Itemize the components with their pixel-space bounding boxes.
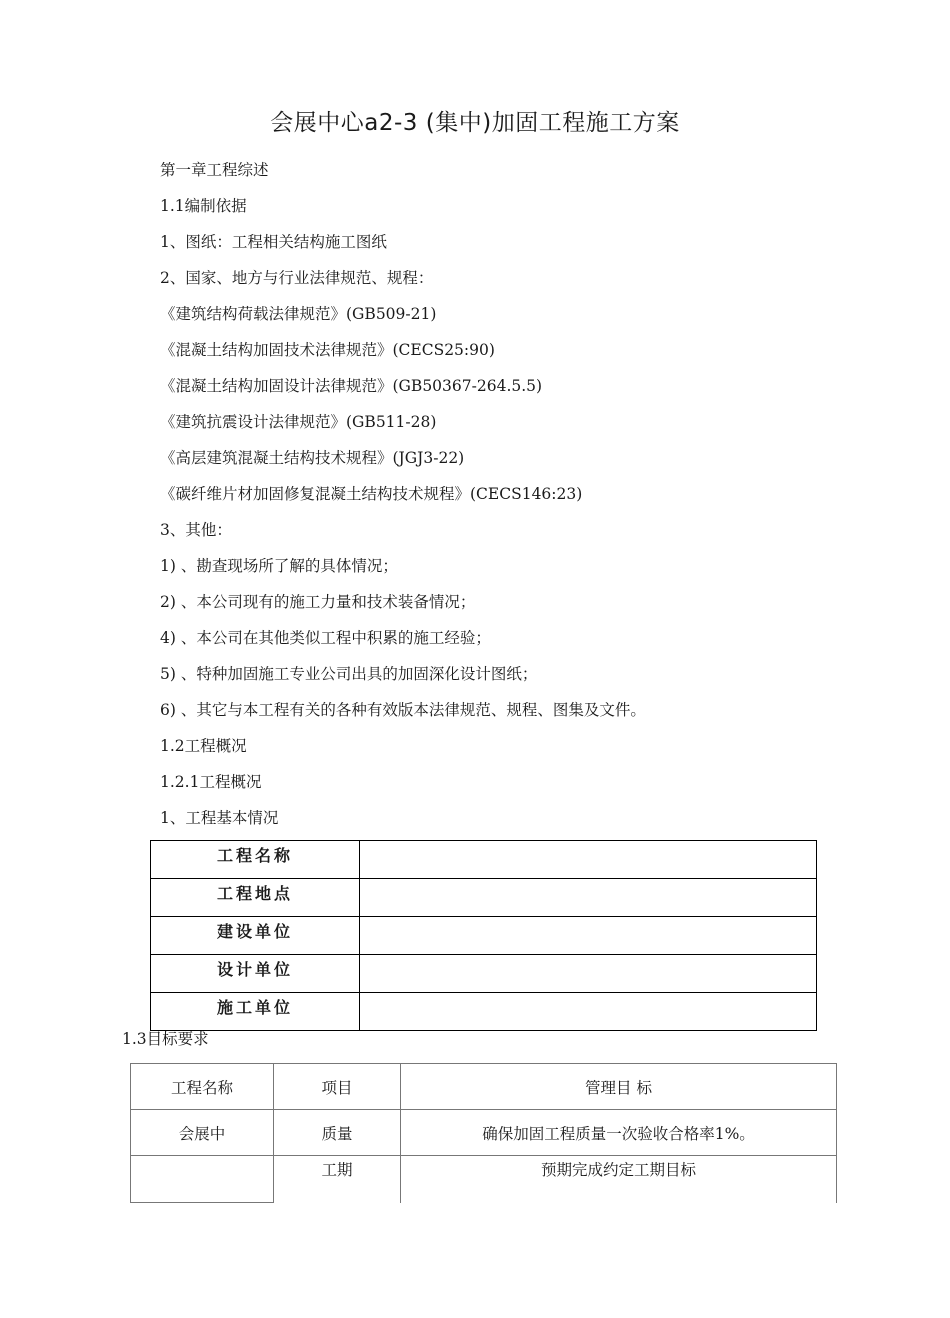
table-cell: 预期完成约定工期目标 [401,1156,837,1203]
table-row [151,879,817,917]
document-title: 会展中心a2-3 (集中)加固工程施工方案 [270,110,680,136]
table-cell-label: 施工单位 [151,993,360,1031]
table-row [151,841,817,879]
standard-reference: 《建筑抗震设计法律规范》(GB511-28) [160,413,437,431]
paragraph: 2、国家、地方与行业法律规范、规程： [160,269,434,287]
section-heading: 1.2工程概况 [160,737,247,755]
table-cell-value [360,955,817,993]
list-item: 6) 、其它与本工程有关的各种有效版本法律规范、规程、图集及文件。 [160,701,646,719]
list-item: 5) 、特种加固施工专业公司出具的加固深化设计图纸； [160,665,538,683]
standard-reference: 《混凝土结构加固技术法律规范》(CECS25:90) [160,341,495,359]
table-cell-value [360,917,817,955]
table-cell-value [360,993,817,1031]
section-heading: 1.1编制依据 [160,197,247,215]
project-info-table [150,840,817,1031]
table-row [151,993,817,1031]
table-cell-value [360,879,817,917]
target-requirements-table [130,1063,837,1203]
table-cell-label: 设计单位 [151,955,360,993]
paragraph: 3、其他： [160,521,232,539]
standard-reference: 《高层建筑混凝土结构技术规程》(JGJ3-22) [160,449,465,467]
table-cell: 会展中 [131,1110,274,1156]
standard-reference: 《碳纤维片材加固修复混凝土结构技术规程》(CECS146:23) [160,485,583,503]
paragraph: 1、工程基本情况 [160,809,279,827]
table-cell: 质量 [274,1110,401,1156]
paragraph: 1、图纸：工程相关结构施工图纸 [160,233,387,251]
table-row [151,917,817,955]
table-header-cell: 管理目 标 [401,1064,837,1110]
standard-reference: 《混凝土结构加固设计法律规范》(GB50367-264.5.5) [160,377,543,395]
table-cell [131,1156,274,1203]
list-item: 2) 、本公司现有的施工力量和技术装备情况； [160,593,476,611]
table-cell-label: 工程名称 [151,841,360,879]
subsection-heading: 1.2.1工程概况 [160,773,262,791]
table-cell-label: 建设单位 [151,917,360,955]
table-cell: 确保加固工程质量一次验收合格率1%。 [401,1110,837,1156]
table-row [131,1156,837,1203]
list-item: 1) 、勘查现场所了解的具体情况； [160,557,398,575]
table-cell: 工期 [274,1156,401,1203]
table-cell-label: 工程地点 [151,879,360,917]
standard-reference: 《建筑结构荷载法律规范》(GB509-21) [160,305,437,323]
table-row [151,955,817,993]
table-header-cell: 工程名称 [131,1064,274,1110]
chapter-heading: 第一章工程综述 [160,161,269,179]
table-row [131,1110,837,1156]
table-header-cell: 项目 [274,1064,401,1110]
table-cell-value [360,841,817,879]
table-header-row [131,1064,837,1110]
section-heading: 1.3目标要求 [122,1030,209,1048]
list-item: 4) 、本公司在其他类似工程中积累的施工经验； [160,629,491,647]
